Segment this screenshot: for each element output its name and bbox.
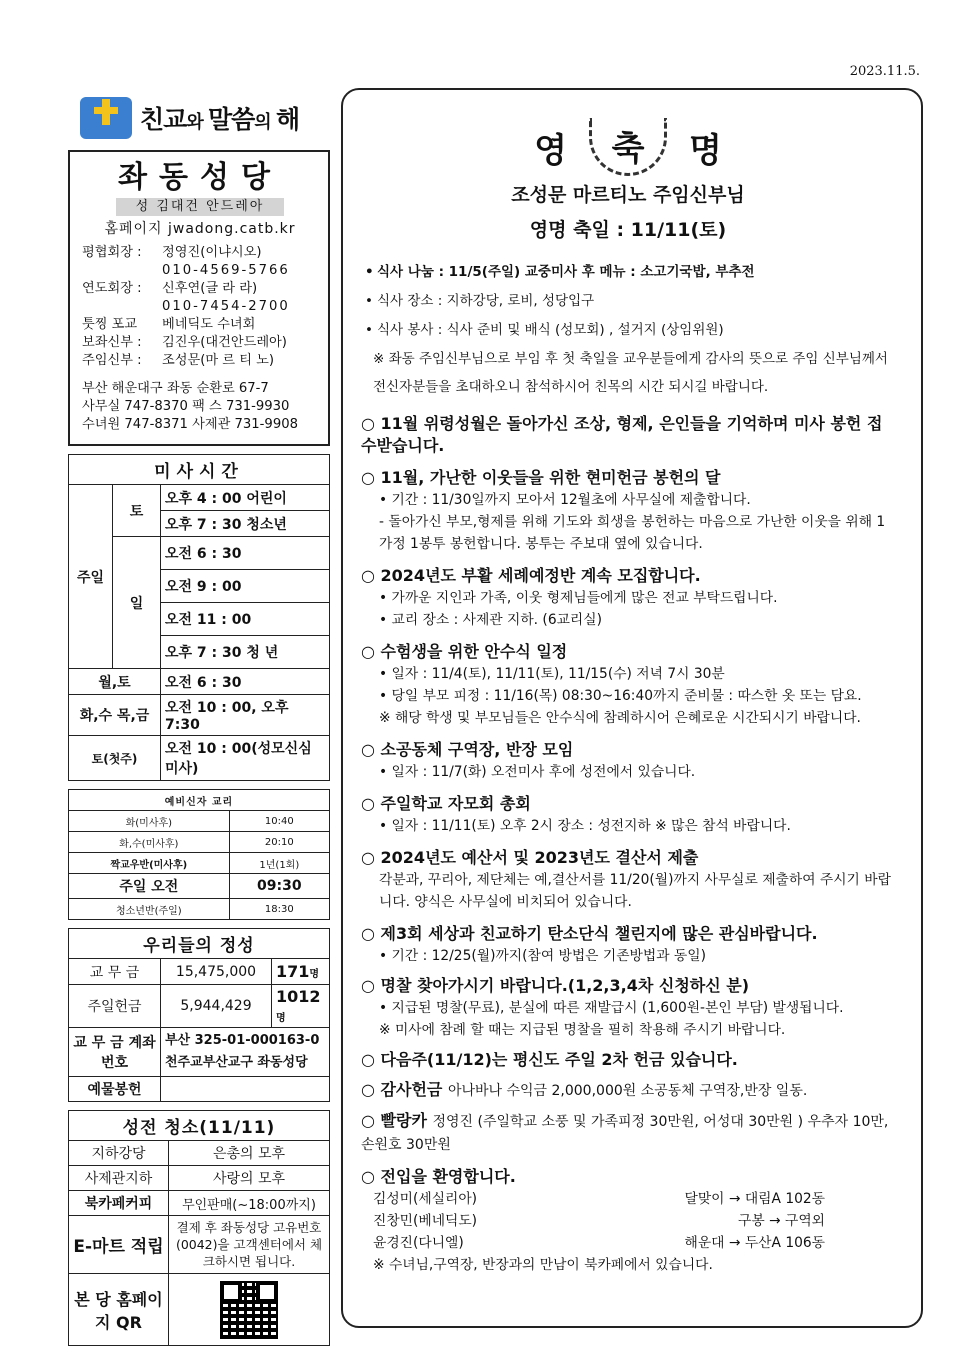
mass-schedule: 미사시간 주일 토 오후 4 : 00 어린이 오후 7 : 30 청소년 일 오전 6 : 30 오전 9 : 00 오전 11 : 00 오후 7 : 30 청 년 월,토 오전 6 : 30 화,수 목,금 오전 10 : 00, 오후 7:30 토(첫주) 오전 10 : 00(성모신심미사) [68, 454, 330, 781]
notice-5: ○ 소공동체 구역장, 반장 모임 • 일자 : 11/7(화) 오전미사 후에 성전에서 있습니다. [361, 740, 696, 780]
welcome-notice: ○ 전입을 환영합니다. 김성미(세실리아) 달맞이 → 대림A 102동 진창민(베네딕도) 구봉 → 구역외 윤경진(다니엘) 해운대 → 두산A 106동 ※ 수녀님,구역장, 반장과의 만남이 북카페에서 있습니다. [361, 1167, 825, 1273]
notice-9: ○ 명찰 찾아가시기 바랍니다.(1,2,3,4차 신청하신 분) • 지급된 명찰(무료), 분실에 따른 재발급시 (1,600원-본인 부담) 발생됩니다. ※ 미사에 참례 할 때는 지급된 명찰을 필히 착용해 주시기 바랍니다. [361, 976, 844, 1038]
year-theme: 친교와 말씀의 해 [140, 105, 300, 134]
notice-7: ○ 2024년도 예산서 및 2023년도 결산서 제출 각분과, 꾸리아, 제단체는 예,결산서를 11/20(월)까지 사무실로 제출하여 주시기 바랍니다. 양식은 사무실에 비치되어 있습니다. [361, 848, 891, 910]
notice-3: ○ 2024년도 부활 세례예정반 계속 모집합니다. • 가까운 지인과 가족, 이웃 형제님들에게 많은 전교 부탁드립니다. • 교리 장소 : 사제관 지하. (6교리실) [361, 566, 778, 628]
notice-6: ○ 주일학교 자모회 총회 • 일자 : 11/11(토) 오후 2시 장소 : 성전지하 ※ 많은 참석 바랍니다. [361, 794, 791, 834]
church-title: 좌동성당 [118, 160, 282, 195]
notice-10: ○ 다음주(11/12)는 평신도 주일 2차 헌금 있습니다. [361, 1050, 738, 1069]
offering-table: 우리들의 정성 교 무 금 15,475,000 171명 주일헌금 5,944,429 1012명 교 무 금 계좌번호 부산 325-01-000163-0 천주교부산교구 좌동성당 예물봉헌 [68, 928, 330, 1102]
feast-date: 영명 축일 : 11/11(토) [529, 219, 727, 241]
church-info: 좌동성당 성 김대건 안드레아 홈페이지 jwadong.catb.kr 평협회장 : 정영진(이냐시오) 010-4569-5766 연도회장 : 신후연(글 라 라) 010-7454-2700 툿찡 포교 베네딕도 수녀회 보좌신부 : 김진우(대건안드레아) 주임신부 : 조성문(마 르 티 노) 부산 해운대구 좌동 순환로 67-7 사무실 747-8370 팩 스 731-9930 수녀원 747-8371 사제관 731-9908 [68, 150, 330, 446]
notice-4: ○ 수험생을 위한 안수식 일정 • 일자 : 11/4(토), 11/11(토), 11/15(수) 저녁 7시 30분 • 당일 부모 피정 : 11/16(목) 08:30~16:40까지 준비물 : 따스한 옷 또는 담요. ※ 해당 학생 및 부모님들은 안수식에 참례하시어 은혜로운 시간되시기 바랍니다. [361, 642, 862, 726]
notice-2: ○ 11월, 가난한 이웃들을 위한 현미헌금 봉헌의 달 • 기간 : 11/30일까지 모아서 12월초에 사무실에 제출합니다. - 돌아가신 부모,형제를 위해 기도와 희생을 봉헌하는 마음으로 가난한 이웃을 위해 1가정 1봉투 봉헌합니다. 봉투는 주보대 옆에 있습니다. [361, 468, 886, 552]
notice-12: ○ 빨랑카 정영진 (주일학교 소풍 및 가족피정 30만원, 어성대 30만원 ) 우추자 10만, 손원호 30만원 [361, 1111, 889, 1153]
homepage-qr-code[interactable] [220, 1281, 278, 1339]
church-address: 부산 해운대구 좌동 순환로 67-7 사무실 747-8370 팩 스 731-9930 수녀원 747-8371 사제관 731-9908 [82, 381, 298, 432]
feast-details: • 식사 나눔 : 11/5(주일) 교중미사 후 메뉴 : 소고기국밥, 부추전 • 식사 장소 : 지하강당, 로비, 성당입구 • 식사 봉사 : 식사 준비 및 배식 (성모회) , 설거지 (상임위원) ※ 좌동 주임신부님으로 부임 후 첫 축일을 교우분들에게 감사의 뜻으로 주임 신부님께서 전신자분들을 초대하오니 참석하시어 친목의 시간 되시길 바랍니다. [361, 258, 895, 401]
notice-panel [341, 88, 923, 1328]
laurel-wreath-icon: 축 [589, 118, 667, 176]
feast-name: 조성문 마르티노 주임신부님 [511, 184, 745, 206]
year-logo [68, 92, 330, 144]
bulletin-date: 2023.11.5. [849, 64, 920, 79]
feast-header: 영 축 명 조성문 마르티노 주임신부님 영명 축일 : 11/11(토) [361, 118, 895, 242]
notice-1: ○ 11월 위령성월은 돌아가신 조상, 형제, 은인들을 기억하며 미사 봉헌 접수받습니다. [361, 414, 883, 455]
church-logo-icon [80, 97, 132, 139]
notice-11: ○ 감사헌금 아나바나 수익금 2,000,000원 소공동체 구역장,반장 일동. [361, 1080, 808, 1099]
cleaning-table: 성전 청소(11/11) 지하강당 은총의 모후 사제관지하 사랑의 모후 북카페커피 무인판매(~18:00까지) E-마트 적립 결제 후 좌동성당 고유번호(0042)을 고객센터에서 체크하시면 됩니다. 본 당 홈페이지 QR [68, 1110, 330, 1346]
notice-8: ○ 제3회 세상과 친교하기 탄소단식 챌린지에 많은 관심바랍니다. • 기간 : 12/25(월)까지(참여 방법은 기존방법과 동일) [361, 924, 818, 964]
left-column [68, 92, 330, 1346]
church-homepage: 홈페이지 jwadong.catb.kr [104, 221, 296, 237]
church-patron: 성 김대건 안드레아 [116, 198, 284, 216]
catechism-table: 예비신자 교리 화(미사후) 10:40 화,수(미사후) 20:10 짝교우반(미사후) 1년(1회) 주일 오전 09:30 청소년반(주일) 18:30 [68, 789, 330, 920]
